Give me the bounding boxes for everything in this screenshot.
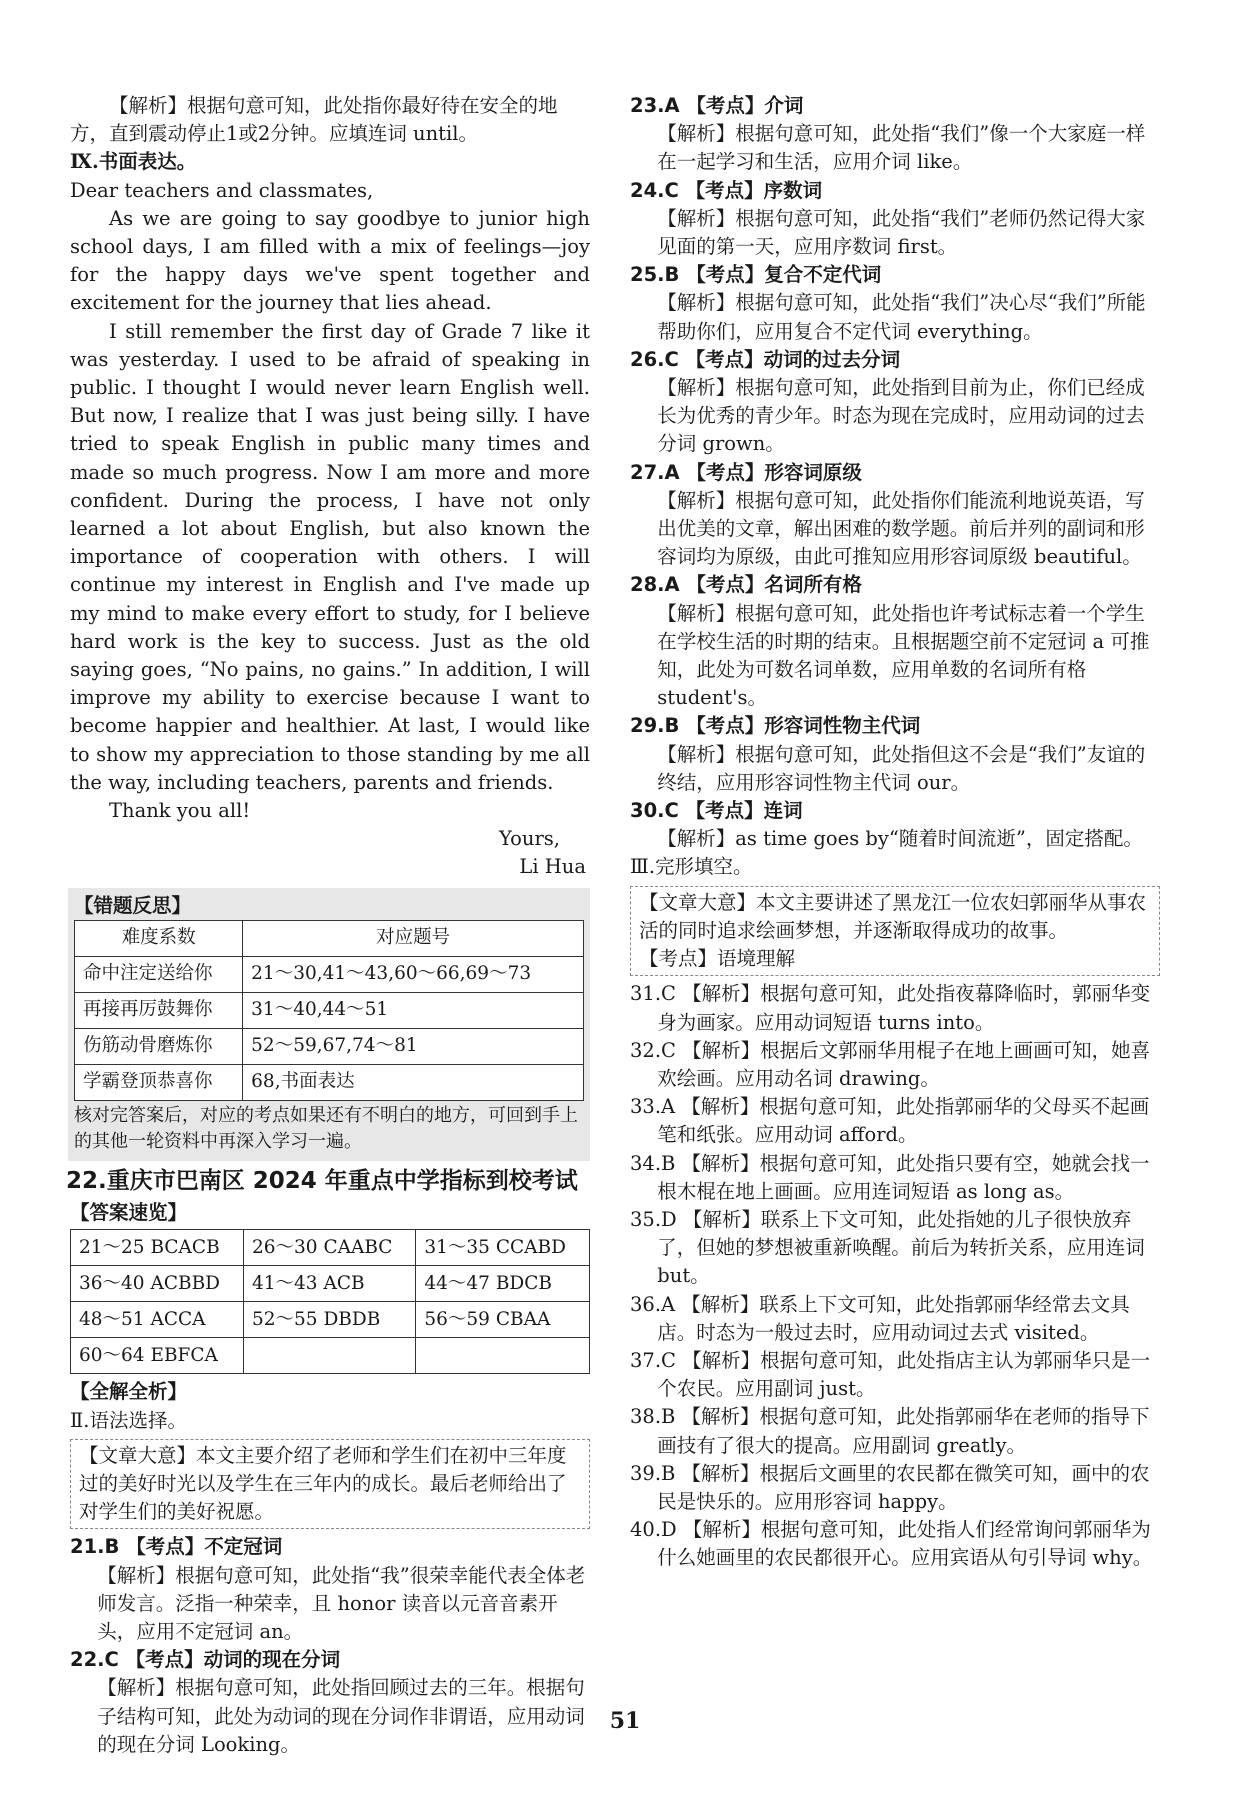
model-letter (70, 177, 590, 882)
question-item: 39.B 【解析】根据后文画里的农民都在微笑可知，画中的农民是快乐的。应用形容词 happy。 (630, 1461, 1150, 1513)
question-head: 26.C 【考点】动词的过去分词 (630, 347, 901, 371)
reflection-title: 【错题反思】 (74, 893, 192, 917)
section-heading-writing: Ⅸ.书面表达。 (70, 150, 197, 174)
question-item: 40.D 【解析】根据句意可知，此处指人们经常询问郭丽华为什么她画里的农民都很开心。应用宾语从句引导词 why。 (630, 1518, 1153, 1570)
reflection-table (74, 920, 584, 1101)
question-analysis: 【解析】根据句意可知，此处指“我们”老师仍然记得大家见面的第一天，应用序数词 first。 (657, 206, 1146, 259)
quick-answers-table (70, 1229, 590, 1374)
question-analysis: 【解析】根据句意可知，此处指“我”很荣幸能代表全体老师发言。泛指一种荣幸，且 honor 读音以元音音素开头，应用不定冠词 an。 (97, 1563, 586, 1643)
question-head: 23.A 【考点】介词 (630, 94, 804, 117)
table-row (75, 1028, 584, 1064)
question-analysis: 【解析】根据句意可知，此处指到目前为止，你们已经成长为优秀的青少年。时态为现在完成时，应用动词的过去分词 grown。 (657, 376, 1145, 456)
grammar-answers (630, 92, 1160, 853)
section-heading-grammar: Ⅱ.语法选择。 (70, 1408, 187, 1432)
question-head: 25.B 【考点】复合不定代词 (630, 263, 882, 287)
question-item: 31.C 【解析】根据句意可知，此处指夜幕降临时，郭丽华变身为画家。应用动词短语 turns into。 (630, 982, 1151, 1034)
table-cell: 44～47 BDCB (416, 1266, 590, 1302)
table-row (71, 1338, 590, 1374)
table-cell: 48～51 ACCA (71, 1302, 244, 1338)
quick-answers-title: 【答案速览】 (70, 1201, 188, 1225)
table-cell: 31～40,44～51 (243, 992, 584, 1028)
article-summary-box (630, 886, 1160, 977)
exam-title: 22.重庆市巴南区 2024 年重点中学指标到校考试 (66, 1167, 578, 1194)
table-row (71, 1230, 590, 1266)
table-row (71, 1266, 590, 1302)
question-analysis: 【解析】根据句意可知，此处指但这不会是“我们”友谊的终结，应用形容词性物主代词 our。 (657, 742, 1146, 794)
question-analysis: 【解析】根据句意可知，此处指你们能流利地说英语，写出优美的文章，解出困难的数学题。前后并列的副词和形容词均为原级，由此可推知应用形容词原级 beautiful。 (657, 488, 1145, 569)
table-cell: 41～43 ACB (244, 1266, 416, 1302)
letter-paragraph: As we are going to say goodbye to junior high school days, I am filled with a mix of feelings—joy for the happy days we've spent together and excitement for the journey that lies ahead. (70, 206, 590, 315)
question-item: 35.D 【解析】联系上下文可知，此处指她的儿子很快放弃了，但她的梦想被重新唤醒。前后为转折关系，应用连词 but。 (630, 1207, 1145, 1288)
question-head: 28.A 【考点】名词所有格 (630, 573, 862, 597)
question-head: 22.C 【考点】动词的现在分词 (70, 1648, 341, 1672)
table-row (71, 1302, 590, 1338)
letter-greeting: Dear teachers and classmates, (70, 178, 374, 202)
question-item: 32.C 【解析】根据后文郭丽华用棍子在地上画画可知，她喜欢绘画。应用动名词 drawing。 (630, 1038, 1151, 1090)
table-cell: 52～55 DBDB (244, 1302, 416, 1338)
letter-signature: Li Hua (519, 855, 586, 879)
table-row (75, 992, 584, 1028)
error-reflection-box (68, 888, 590, 1161)
question-head: 21.B 【考点】不定冠词 (70, 1535, 283, 1559)
question-item: 36.A 【解析】联系上下文可知，此处指郭丽华经常去文具店。时态为一般过去时，应用动词过去式 visited。 (630, 1292, 1130, 1344)
question-analysis: 【解析】根据句意可知，此处指回顾过去的三年。根据句子结构可知，此处为动词的现在分词作非谓语，应用动词的现在分词 Looking。 (97, 1676, 585, 1756)
table-cell (416, 1338, 590, 1374)
table-cell (244, 1338, 416, 1374)
cloze-answers (630, 980, 1160, 1572)
table-row (75, 956, 584, 992)
table-cell: 31～35 CCABD (416, 1230, 590, 1266)
letter-paragraph: Thank you all! (109, 799, 251, 823)
table-header: 难度系数 (75, 920, 243, 956)
question-head: 24.C 【考点】序数词 (630, 178, 823, 202)
table-cell: 36～40 ACBBD (71, 1266, 244, 1302)
left-column (66, 92, 590, 1759)
table-cell: 21～25 BCACB (71, 1230, 244, 1266)
article-summary-box: 【文章大意】本文主要介绍了老师和学生们在初中三年度过的美好时光以及学生在三年内的成长。最后老师给出了对学生们的美好祝愿。 (70, 1439, 590, 1530)
right-column (630, 92, 1160, 1573)
cloze-focus: 【考点】语境理解 (639, 947, 796, 971)
table-cell: 命中注定送给你 (75, 956, 243, 992)
table-cell: 26～30 CAABC (244, 1230, 416, 1266)
table-cell: 52～59,67,74～81 (243, 1028, 584, 1064)
table-row (75, 1064, 584, 1100)
table-cell: 再接再厉鼓舞你 (75, 992, 243, 1028)
letter-paragraph: I still remember the first day of Grade 7 like it was yesterday. I used to be afraid of speaking in public. I thought I would never learn English well. But now, I realize that I was just being silly. I have tried to speak English in public many times and made so much progress. Now I am more and more confident. During the process, I have not only learned a lot about English, but also known the importance of cooperation with others. I will continue my interest in English and I've made up my mind to make every effort to study, for I believe hard work is the key to success. Just as the old saying goes, “No pains, no gains.” In addition, I will improve my ability to exercise because I want to become happier and healthier. At last, I would like to show my appreciation to those standing by me all the way, including teachers, parents and friends. (70, 319, 590, 794)
question-item: 38.B 【解析】根据句意可知，此处指郭丽华在老师的指导下画技有了很大的提高。应用副词 greatly。 (630, 1405, 1150, 1457)
table-cell: 60～64 EBFCA (71, 1338, 244, 1374)
question-head: 29.B 【考点】形容词性物主代词 (630, 714, 921, 738)
reflection-note: 核对完答案后，对应的考点如果还有不明白的地方，可回到手上的其他一轮资料中再深入学习一遍。 (74, 1104, 578, 1152)
table-cell: 21～30,41～43,60～66,69～73 (243, 956, 584, 992)
question-head: 30.C 【考点】连词 (630, 799, 803, 823)
letter-closing: Yours, (498, 827, 560, 851)
table-header: 对应题号 (243, 920, 584, 956)
question-head: 27.A 【考点】形容词原级 (630, 460, 862, 484)
full-analysis-title: 【全解全析】 (70, 1380, 188, 1404)
section-heading-cloze: Ⅲ.完形填空。 (630, 855, 753, 879)
question-analysis: 【解析】as time goes by“随着时间流逝”，固定搭配。 (657, 827, 1143, 851)
article-summary: 【文章大意】本文主要讲述了黑龙江一位农妇郭丽华从事农活的同时追求绘画梦想，并逐渐取得成功的故事。 (639, 890, 1147, 942)
page-number: 51 (609, 1708, 641, 1734)
prev-answer-analysis: 【解析】根据句意可知，此处指你最好待在安全的地方，直到震动停止1或2分钟。应填连词 until。 (70, 94, 558, 146)
question-analysis: 【解析】根据句意可知，此处指“我们”决心尽“我们”所能帮助你们，应用复合不定代词 everything。 (657, 291, 1146, 343)
question-item: 33.A 【解析】根据句意可知，此处指郭丽华的父母买不起画笔和纸张。应用动词 afford。 (630, 1095, 1150, 1147)
question-item: 37.C 【解析】根据句意可知，此处指店主认为郭丽华只是一个农民。应用副词 just。 (630, 1348, 1151, 1401)
question-analysis: 【解析】根据句意可知，此处指“我们”像一个大家庭一样在一起学习和生活，应用介词 like。 (657, 122, 1146, 174)
table-cell: 学霸登顶恭喜你 (75, 1064, 243, 1100)
table-cell: 68,书面表达 (243, 1064, 584, 1100)
question-item: 34.B 【解析】根据句意可知，此处指只要有空，她就会找一根木棍在地上画画。应用连词短语 as long as。 (630, 1151, 1150, 1203)
question-analysis: 【解析】根据句意可知，此处指也许考试标志着一个学生在学校生活的时期的结束。且根据题空前不定冠词 a 可推知，此处为可数名词单数，应用单数的名词所有格 student's。 (657, 601, 1150, 710)
table-cell: 56～59 CBAA (416, 1302, 590, 1338)
table-cell: 伤筋动骨磨炼你 (75, 1028, 243, 1064)
